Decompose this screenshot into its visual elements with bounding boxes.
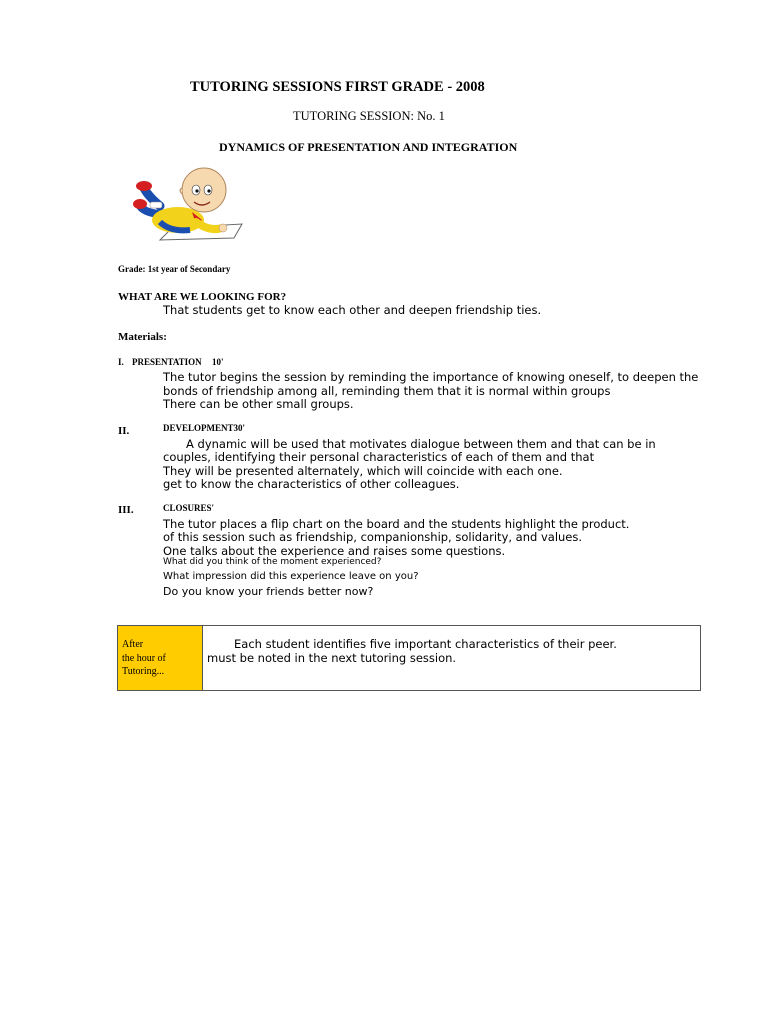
development-line: couples, identifying their personal characteristics of each of them and that <box>163 450 595 464</box>
presentation-line: The tutor begins the session by reminding the importance of knowing oneself, to deepen the <box>163 370 699 384</box>
closures-question: Do you know your friends better now? <box>163 585 374 598</box>
after-tutoring-label-cell <box>118 626 203 690</box>
presentation-line: bonds of friendship among all, reminding them that it is normal within groups <box>163 384 611 398</box>
section-heading-closures: CLOSURES' <box>163 503 215 513</box>
development-line: get to know the characteristics of other colleagues. <box>163 477 460 491</box>
session-number: TUTORING SESSION: No. 1 <box>293 109 445 123</box>
after-text-line: must be noted in the next tutoring session. <box>207 651 457 665</box>
grade-label: Grade: 1st year of Secondary <box>118 264 231 274</box>
document-title: TUTORING SESSIONS FIRST GRADE - 2008 <box>190 79 485 95</box>
closures-question: What impression did this experience leave on you? <box>163 571 419 582</box>
development-line: They will be presented alternately, which will coincide with each one. <box>163 464 563 478</box>
after-tutoring-box <box>117 625 701 691</box>
section-numeral: II. <box>118 425 130 437</box>
section-heading-presentation: PRESENTATION <box>132 357 202 367</box>
closures-line: The tutor places a flip chart on the board and the students highlight the product. <box>163 517 630 531</box>
closures-question: What did you think of the moment experienced? <box>163 557 382 567</box>
section-numeral: I. <box>118 357 124 367</box>
development-line: A dynamic will be used that motivates dialogue between them and that can be in <box>186 437 656 451</box>
after-label-line: Tutoring... <box>122 666 165 677</box>
after-label-line: After <box>122 639 144 650</box>
presentation-line: There can be other small groups. <box>163 397 354 411</box>
section-time: 10' <box>212 357 224 367</box>
child-drawing-illustration <box>130 166 246 244</box>
looking-for-heading: WHAT ARE WE LOOKING FOR? <box>118 291 287 303</box>
closures-line: One talks about the experience and raises some questions. <box>163 544 506 558</box>
materials-label: Materials: <box>118 331 167 343</box>
after-label-line: the hour of <box>122 653 166 664</box>
section-heading-development: DEVELOPMENT30' <box>163 423 246 433</box>
after-text-line: Each student identifies five important characteristics of their peer. <box>234 637 617 651</box>
looking-for-item: That students get to know each other and deepen friendship ties. <box>163 303 542 317</box>
dynamics-heading: DYNAMICS OF PRESENTATION AND INTEGRATION <box>219 140 518 154</box>
section-numeral: III. <box>118 504 134 516</box>
closures-line: of this session such as friendship, companionship, solidarity, and values. <box>163 530 583 544</box>
